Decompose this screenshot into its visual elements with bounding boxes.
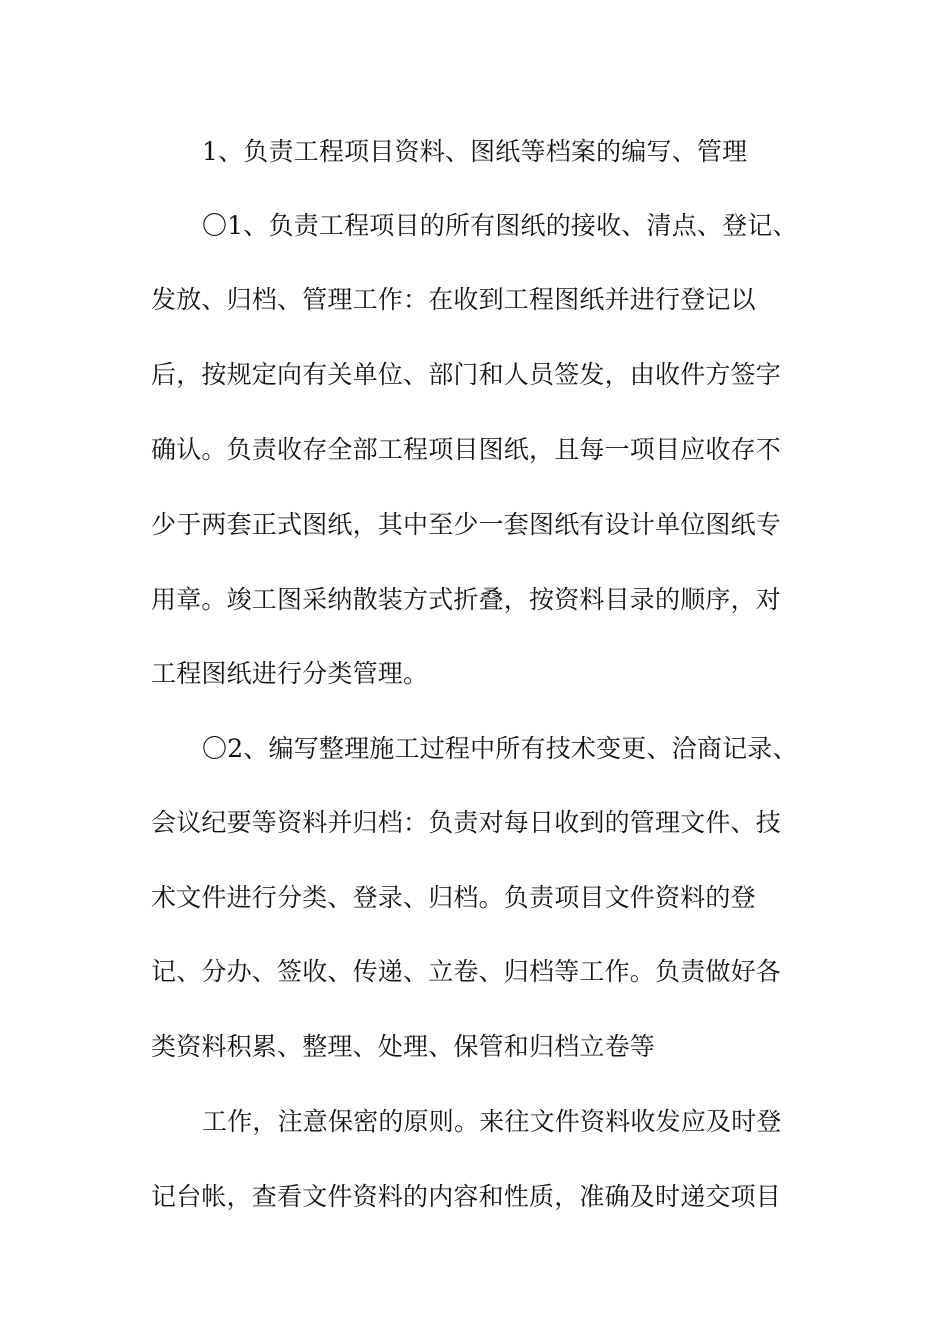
- paragraph-line: 工作，注意保密的原则。来往文件资料收发应及时登: [202, 1107, 782, 1136]
- paragraph-line: 术文件进行分类、登录、归档。负责项目文件资料的登: [151, 883, 756, 912]
- paragraph-line: 会议纪要等资料并归档：负责对每日收到的管理文件、技: [151, 808, 782, 837]
- paragraph-line: 用章。竣工图采纳散装方式折叠，按资料目录的顺序，对: [151, 585, 782, 614]
- paragraph-line: 确认。负责收存全部工程项目图纸，且每一项目应收存不: [151, 435, 782, 464]
- paragraph-line: 记台帐，查看文件资料的内容和性质，准确及时递交项目: [151, 1182, 782, 1211]
- section-heading: 1、负责工程项目资料、图纸等档案的编写、管理: [202, 137, 748, 166]
- paragraph-line: 后，按规定向有关单位、部门和人员签发，由收件方签字: [151, 360, 782, 389]
- paragraph-line: 记、分办、签收、传递、立卷、归档等工作。负责做好各: [151, 957, 782, 986]
- paragraph-line: 工程图纸进行分类管理。: [151, 659, 429, 688]
- paragraph-line: 发放、归档、管理工作：在收到工程图纸并进行登记以: [151, 285, 756, 314]
- paragraph-line: 〇1、负责工程项目的所有图纸的接收、清点、登记、: [202, 211, 798, 240]
- paragraph-line: 少于两套正式图纸，其中至少一套图纸有设计单位图纸专: [151, 510, 782, 539]
- paragraph-line: 类资料积累、整理、处理、保管和归档立卷等: [151, 1032, 656, 1061]
- paragraph-line: 〇2、编写整理施工过程中所有技术变更、洽商记录、: [202, 734, 798, 763]
